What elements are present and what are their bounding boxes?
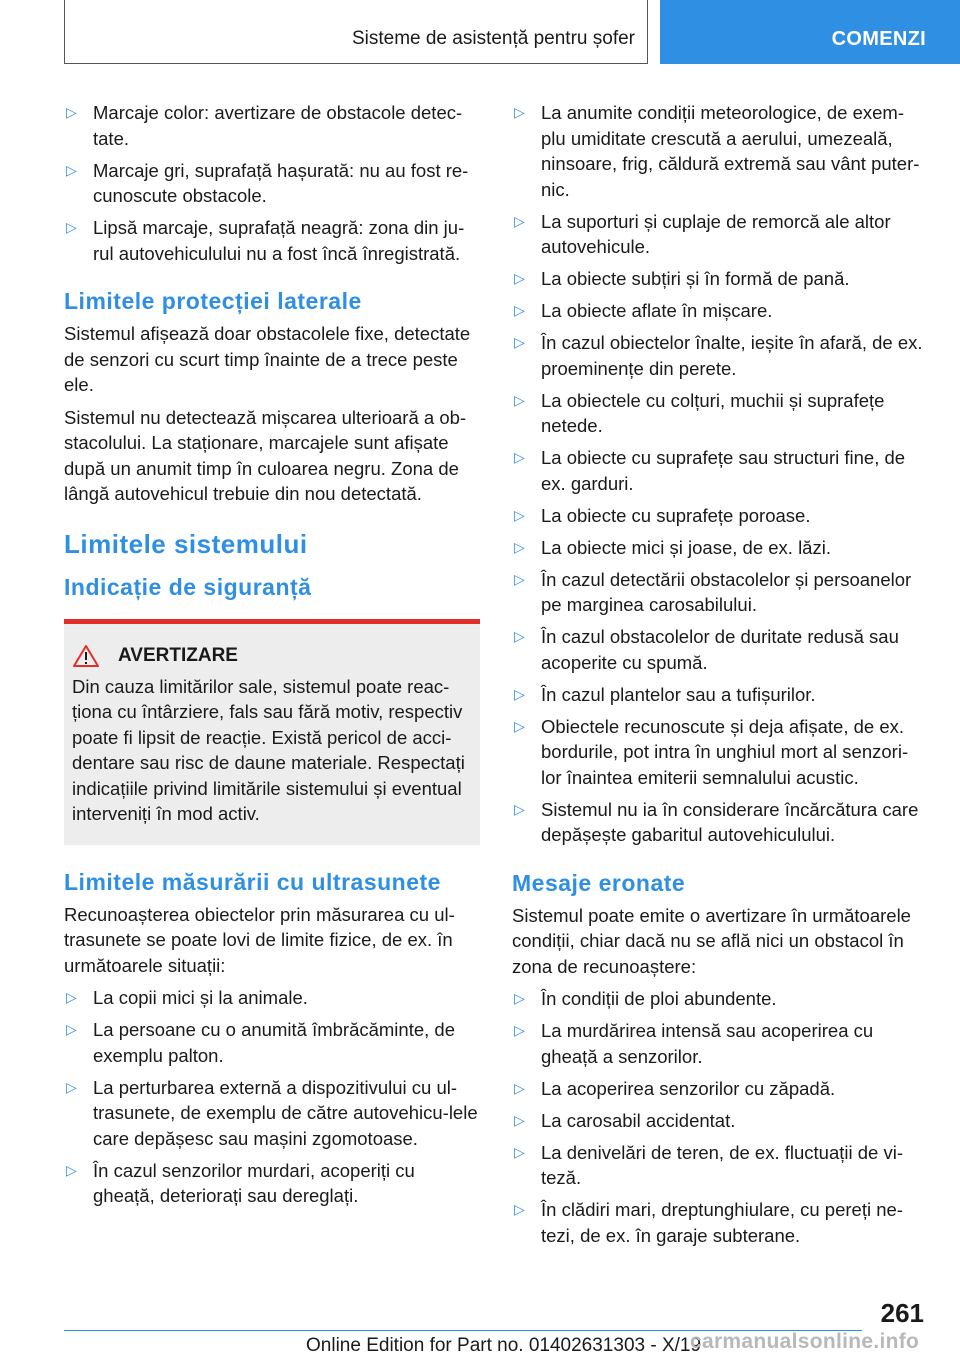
heading-lateral-limits: Limitele protecției laterale xyxy=(64,288,362,314)
paragraph: Sistemul poate emite o avertizare în următoarele condiții, chiar dacă nu se află nici un obstacol în zona de recunoaștere: xyxy=(512,904,911,977)
list-item: ▷ În clădiri mari, dreptunghiulare, cu pereți ne-tezi, de ex. în garaje subterane. xyxy=(512,1197,926,1248)
paragraph: Recunoașterea obiectelor prin măsurarea cu ul-trasunete se poate lovi de limite fizice, de ex. în următoarele situații: xyxy=(64,903,455,976)
left-column xyxy=(64,100,480,1215)
list-item: ▷ La obiecte subțiri și în formă de pană. xyxy=(512,266,926,292)
header-section-title: Sisteme de asistență pentru șofer xyxy=(351,28,635,49)
list-item: ▷ În cazul detectării obstacolelor și persoanelor pe marginea carosabilului. xyxy=(512,567,926,618)
list-item: ▷ Obiectele recunoscute și deja afișate, de ex. bordurile, pot intra în unghiul mort al senzori-lor înaintea emiterii semnalului acustic. xyxy=(512,714,926,791)
list-item: ▷ La suporturi și cuplaje de remorcă ale altor autovehicule. xyxy=(512,209,926,260)
heading-ultrasonic-limits: Limitele măsurării cu ultrasunete xyxy=(64,868,441,895)
list-item: ▷ În cazul obstacolelor de duritate redusă sau acoperite cu spumă. xyxy=(512,624,926,675)
list-item: ▷ La obiecte cu suprafețe sau structuri fine, de ex. garduri. xyxy=(512,445,926,496)
list-item: ▷ La denivelări de teren, de ex. fluctuații de vi-teză. xyxy=(512,1140,926,1191)
list-item: ▷ La obiecte mici și joase, de ex. lăzi. xyxy=(512,535,926,561)
paragraph: Sistemul afișează doar obstacolele fixe, detectate de senzori cu scurt timp înainte de a trece peste ele. xyxy=(64,323,471,395)
ultrasonic-limits-list xyxy=(64,985,480,1209)
list-item: ▷ La persoane cu o anumită îmbrăcăminte, de exemplu palton. xyxy=(64,1017,480,1068)
list-item: ▷ La copii mici și la animale. xyxy=(64,985,480,1011)
list-item: ▷ La obiecte cu suprafețe poroase. xyxy=(512,503,926,529)
header-section-box xyxy=(64,0,648,64)
list-item: ▷ La perturbarea externă a dispozitivului cu ul-trasunete, de exemplu de către autovehicu-lele care depășesc sau mașini zgomotoase. xyxy=(64,1075,480,1152)
paragraph: Sistemul nu detectează mișcarea ulterioară a ob-stacolului. La staționare, marcajele sunt afișate după un anumit timp în culoarea negru. Zona de lângă autovehicul trebuie din nou detectată. xyxy=(64,406,467,504)
header-tab[interactable] xyxy=(660,0,960,64)
list-item: ▷ La acoperirea senzorilor cu zăpadă. xyxy=(512,1076,926,1102)
warning-title-row xyxy=(72,644,472,668)
error-conditions-list xyxy=(512,986,926,1248)
header-tab-label: COMENZI xyxy=(831,28,926,50)
heading-error-messages: Mesaje eronate xyxy=(512,869,686,896)
watermark: carmanualsonline.info xyxy=(690,1330,920,1353)
list-item: ▷ În cazul plantelor sau a tufișurilor. xyxy=(512,682,926,708)
footer-edition: Online Edition for Part no. 01402631303 - X/19 xyxy=(306,1335,702,1356)
page-number: 261 xyxy=(880,1298,924,1328)
list-item: ▷ În cazul obiectelor înalte, ieșite în afară, de ex. proeminențe din perete. xyxy=(512,330,926,381)
list-item: ▷ Sistemul nu ia în considerare încărcătura care depășește gabaritul autovehiculului. xyxy=(512,797,926,848)
list-item: ▷ La murdărirea intensă sau acoperirea cu gheață a senzorilor. xyxy=(512,1018,926,1069)
list-item: ▷ La carosabil accidentat. xyxy=(512,1108,926,1134)
warning-box xyxy=(64,619,480,845)
limits-list xyxy=(512,100,926,848)
warning-title: AVERTIZARE xyxy=(118,644,238,666)
list-item: ▷ La obiectele cu colțuri, muchii și suprafețe netede. xyxy=(512,388,926,439)
list-item: ▷ Lipsă marcaje, suprafață neagră: zona din ju-rul autovehiculului nu a fost încă înregistrată. xyxy=(64,215,480,266)
warning-triangle-icon xyxy=(72,644,100,668)
right-column xyxy=(512,100,926,1255)
list-item: ▷ În cazul senzorilor murdari, acoperiți cu gheață, deteriorați sau dereglați. xyxy=(64,1158,480,1209)
heading-safety-note: Indicație de siguranță xyxy=(64,573,312,600)
list-item: ▷ Marcaje gri, suprafață hașurată: nu au fost re-cunoscute obstacole. xyxy=(64,158,480,209)
list-item: ▷ Marcaje color: avertizare de obstacole detec-tate. xyxy=(64,100,480,151)
list-item: ▷ În condiții de ploi abundente. xyxy=(512,986,926,1012)
list-item: ▷ La obiecte aflate în mișcare. xyxy=(512,298,926,324)
list-item: ▷ La anumite condiții meteorologice, de exem-plu umiditate crescută a aerului, umezeală, ninsoare, frig, căldură extremă sau vânt puter-nic. xyxy=(512,100,926,202)
heading-system-limits: Limitele sistemului xyxy=(64,528,308,559)
warning-text: Din cauza limitărilor sale, sistemul poate reac-ționa cu întârziere, fals sau fără motiv, respectiv poate fi lipsit de reacție. Există pericol de acci-dentare sau risc de daune materiale. Respectați indicațiile privind limitările sistemului și eventual interveniți în mod activ. xyxy=(72,675,465,824)
status-marking-list xyxy=(64,100,480,266)
